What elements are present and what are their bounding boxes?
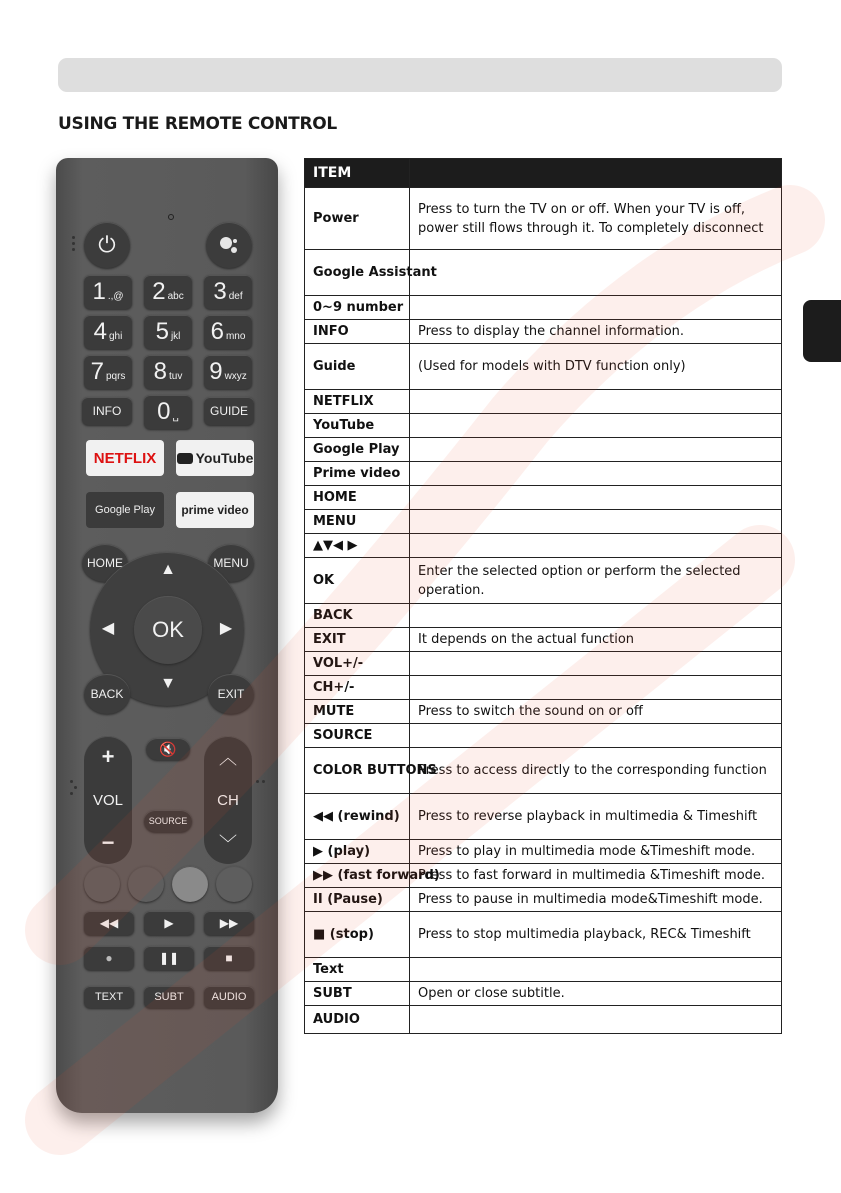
description-cell: [410, 510, 782, 534]
description-cell: Press to reverse playback in multimedia & Timeshift: [410, 794, 782, 840]
digit: 6: [210, 318, 224, 345]
description-cell: [410, 1006, 782, 1034]
page-title: USING THE REMOTE CONTROL: [58, 114, 337, 134]
table-body: [305, 188, 782, 1034]
youtube-play-icon: [177, 453, 193, 464]
source-button[interactable]: SOURCE: [144, 810, 192, 832]
youtube-button[interactable]: [176, 440, 254, 476]
description-cell: Open or close subtitle.: [410, 982, 782, 1006]
prime-video-button[interactable]: prime video: [176, 492, 254, 528]
digit: 2: [152, 278, 166, 305]
table-row: [305, 912, 782, 958]
arrow-left-icon: ◀: [101, 620, 115, 637]
arrow-right-icon: ▶: [219, 620, 233, 637]
description-cell: Press to access directly to the corresponding function: [410, 748, 782, 794]
item-cell: EXIT: [305, 628, 410, 652]
description-cell: [410, 486, 782, 510]
digit-letters: abc: [167, 290, 184, 302]
section-tab: [803, 300, 841, 362]
description-cell: Enter the selected option or perform the selected operation.: [410, 558, 782, 604]
table-row: [305, 534, 782, 558]
item-cell: YouTube: [305, 414, 410, 438]
item-cell: INFO: [305, 320, 410, 344]
table-row: [305, 320, 782, 344]
home-button[interactable]: HOME: [82, 544, 128, 582]
description-cell: Press to turn the TV on or off. When your TV is off, power still flows through it. To completely disconnect: [410, 188, 782, 250]
description-cell: [410, 676, 782, 700]
item-cell: CH+/-: [305, 676, 410, 700]
number-7-button[interactable]: [84, 355, 132, 389]
guide-button[interactable]: GUIDE: [204, 397, 254, 425]
description-cell: [410, 438, 782, 462]
item-cell: Prime video: [305, 462, 410, 486]
digit-letters: def: [228, 290, 243, 302]
item-cell: 0~9 number: [305, 296, 410, 320]
item-cell: AUDIO: [305, 1006, 410, 1034]
table-row: [305, 1006, 782, 1034]
back-button[interactable]: BACK: [84, 674, 130, 714]
digit-letters: jkl: [170, 330, 181, 342]
table-row: [305, 510, 782, 534]
description-cell: [410, 250, 782, 296]
number-6-button[interactable]: [204, 315, 252, 349]
item-cell: HOME: [305, 486, 410, 510]
item-cell: NETFLIX: [305, 390, 410, 414]
description-cell: It depends on the actual function: [410, 628, 782, 652]
plus-icon: +: [101, 744, 115, 769]
arrow-down-icon: ▼: [160, 675, 176, 692]
down-arrow-button[interactable]: [158, 674, 178, 694]
table-row: [305, 794, 782, 840]
number-5-button[interactable]: [144, 315, 192, 349]
description-cell: Press to switch the sound on or off: [410, 700, 782, 724]
remote-function-table: [304, 158, 782, 1034]
power-button[interactable]: [84, 222, 130, 268]
chevron-down-icon: ﹀: [219, 834, 237, 854]
table-row: [305, 344, 782, 390]
item-cell: Power: [305, 188, 410, 250]
volume-rocker[interactable]: [84, 736, 132, 864]
chevron-up-icon: ︿: [219, 748, 237, 768]
table-row: [305, 486, 782, 510]
table-row: [305, 888, 782, 912]
table-row: [305, 982, 782, 1006]
color-button-4[interactable]: [216, 866, 252, 902]
digit-letters: ghi: [109, 330, 123, 342]
table-row: [305, 652, 782, 676]
fast-forward-icon: ▶▶: [219, 916, 239, 930]
record-button[interactable]: [84, 946, 134, 970]
up-arrow-button[interactable]: [158, 560, 178, 580]
item-cell: COLOR BUTTONS: [305, 748, 410, 794]
digit: 3: [213, 278, 227, 305]
description-cell: [410, 652, 782, 676]
number-2-button[interactable]: [144, 275, 192, 309]
menu-button[interactable]: MENU: [208, 544, 254, 582]
table-row: [305, 748, 782, 794]
google-assistant-button[interactable]: [206, 222, 252, 268]
description-cell: [410, 296, 782, 320]
item-cell: OK: [305, 558, 410, 604]
table-header-row: [305, 159, 782, 188]
item-cell: SOURCE: [305, 724, 410, 748]
digit: 9: [209, 358, 223, 385]
right-arrow-button[interactable]: [216, 618, 236, 638]
color-button-1[interactable]: [84, 866, 120, 902]
color-button-2[interactable]: [128, 866, 164, 902]
play-icon: ▶: [164, 916, 174, 930]
item-cell: VOL+/-: [305, 652, 410, 676]
table-row: [305, 840, 782, 864]
item-cell: Google Assistant: [305, 250, 410, 296]
table-row: [305, 188, 782, 250]
ch-label: CH: [217, 791, 239, 809]
digit-letters: wxyz: [224, 370, 247, 382]
remote-control-image: [56, 158, 278, 1113]
number-0-button[interactable]: [144, 395, 192, 429]
table-row: [305, 700, 782, 724]
mute-button[interactable]: [146, 738, 190, 760]
digit-letters: ␣: [172, 410, 179, 422]
digit-letters: pqrs: [105, 370, 126, 382]
description-cell: [410, 724, 782, 748]
table-row: [305, 462, 782, 486]
table-row: [305, 864, 782, 888]
number-4-button[interactable]: [84, 315, 132, 349]
header-bar: [58, 58, 782, 92]
number-3-button[interactable]: [204, 275, 252, 309]
digit: 5: [155, 318, 169, 345]
netflix-button[interactable]: NETFLIX: [86, 440, 164, 476]
info-button[interactable]: INFO: [82, 397, 132, 425]
item-cell: Google Play: [305, 438, 410, 462]
description-cell: (Used for models with DTV function only): [410, 344, 782, 390]
item-cell: Guide: [305, 344, 410, 390]
arrow-up-icon: ▲: [160, 561, 176, 578]
item-cell: ◀◀ (rewind): [305, 794, 410, 840]
description-cell: Press to stop multimedia playback, REC& Timeshift: [410, 912, 782, 958]
table-row: [305, 604, 782, 628]
description-cell: Press to display the channel information.: [410, 320, 782, 344]
minus-icon: −: [101, 830, 115, 855]
digit-letters: mno: [225, 330, 246, 342]
digit: 4: [93, 318, 107, 345]
mute-icon: 🔇: [159, 740, 177, 757]
item-cell: BACK: [305, 604, 410, 628]
vol-label: VOL: [92, 791, 123, 809]
item-cell: MUTE: [305, 700, 410, 724]
table-row: [305, 628, 782, 652]
digit-letters: tuv: [169, 370, 183, 382]
header-description: [410, 159, 782, 188]
table-row: [305, 676, 782, 700]
play-button[interactable]: [144, 911, 194, 935]
table-row: [305, 414, 782, 438]
description-cell: Press to fast forward in multimedia &Timeshift mode.: [410, 864, 782, 888]
youtube-label: YouTube: [195, 450, 254, 466]
color-button-3[interactable]: [172, 866, 208, 902]
rewind-button[interactable]: [84, 911, 134, 935]
digit: 1: [92, 278, 106, 305]
power-icon: ⏻: [98, 232, 116, 257]
description-cell: Press to play in multimedia mode &Timeshift mode.: [410, 840, 782, 864]
rewind-icon: ◀◀: [99, 916, 119, 930]
subtitle-button[interactable]: SUBT: [144, 986, 194, 1008]
number-1-button[interactable]: [84, 275, 132, 309]
description-cell: [410, 534, 782, 558]
description-cell: [410, 604, 782, 628]
record-icon: ●: [105, 951, 113, 965]
left-arrow-button[interactable]: [98, 618, 118, 638]
stop-button[interactable]: [204, 946, 254, 970]
item-cell: MENU: [305, 510, 410, 534]
table-row: [305, 558, 782, 604]
table-row: [305, 250, 782, 296]
exit-button[interactable]: EXIT: [208, 674, 254, 714]
table-row: [305, 296, 782, 320]
description-cell: [410, 958, 782, 982]
digit: 0: [157, 398, 171, 425]
description-cell: [410, 390, 782, 414]
pause-button[interactable]: [144, 946, 194, 970]
item-cell: II (Pause): [305, 888, 410, 912]
item-cell: ▶▶ (fast forward): [305, 864, 410, 888]
digit: 7: [90, 358, 104, 385]
google-play-button[interactable]: Google Play: [86, 492, 164, 528]
text-button[interactable]: TEXT: [84, 986, 134, 1008]
table-row: [305, 390, 782, 414]
stop-icon: ■: [225, 951, 233, 965]
description-cell: Press to pause in multimedia mode&Timeshift mode.: [410, 888, 782, 912]
header-item: ITEM: [305, 159, 410, 188]
fast-forward-button[interactable]: [204, 911, 254, 935]
pause-icon: ❚❚: [158, 951, 180, 965]
item-cell: ▶ (play): [305, 840, 410, 864]
channel-rocker[interactable]: [204, 736, 252, 864]
number-9-button[interactable]: [204, 355, 252, 389]
ok-button[interactable]: OK: [134, 596, 202, 664]
description-cell: [410, 414, 782, 438]
item-cell: Text: [305, 958, 410, 982]
table-row: [305, 724, 782, 748]
number-8-button[interactable]: [144, 355, 192, 389]
google-assistant-icon: [218, 234, 240, 256]
audio-button[interactable]: AUDIO: [204, 986, 254, 1008]
item-cell: ■ (stop): [305, 912, 410, 958]
item-cell: SUBT: [305, 982, 410, 1006]
table-row: [305, 958, 782, 982]
digit-letters: .,@: [107, 290, 124, 302]
description-cell: [410, 462, 782, 486]
item-cell: ▲▼◀ ▶: [305, 534, 410, 558]
digit: 8: [153, 358, 167, 385]
table-row: [305, 438, 782, 462]
